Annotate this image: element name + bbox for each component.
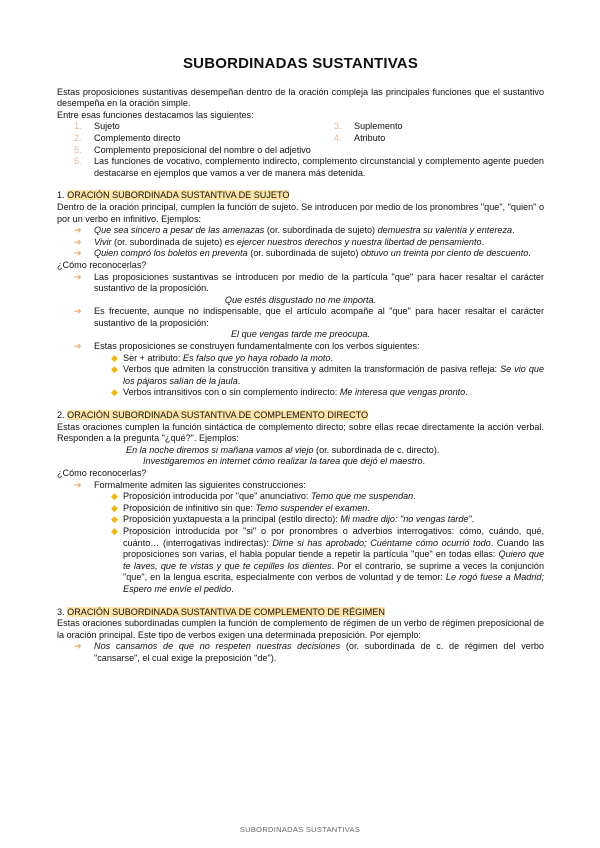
diamond-icon: ◆ [111, 491, 118, 502]
section-description: Estas oraciones cumplen la función sintáctica de complemento directo; sobre ellas recae directamente la acción verbal. Responden a la pregunta "¿qué?". Ejemplos: [57, 421, 544, 444]
arrow-icon: ➔ [74, 271, 82, 282]
sub-item: ◆ Verbos que admiten la construcción transitiva y admiten la transformación de pasiva refleja: Se vio que los pájaros salían de la jaula. [111, 364, 545, 386]
example-sentence: El que vengas tarde me preocupa. [230, 329, 371, 340]
rule-item: ➔ Formalmente admiten las siguientes construcciones: [74, 479, 306, 490]
diamond-icon: ◆ [111, 514, 118, 525]
example-item: ➔ Quien compró los boletos en preventa (or. subordinada de sujeto) obtuvo un treinta por ciento de descuento. [74, 248, 531, 259]
sub-item: ◆ Ser + atributo: Es falso que yo haya robado la moto. [111, 352, 334, 363]
example-item: ➔ Que sea sincero a pesar de las amenazas (or. subordinada de sujeto) demuestra su valentía y entereza. [74, 225, 515, 236]
diamond-icon: ◆ [111, 364, 118, 375]
list-item: 3. Suplemento [334, 121, 403, 132]
list-item: 1. Sujeto [74, 121, 120, 132]
section-heading-regimen: 3. ORACIÓN SUBORDINADA SUSTANTIVA DE COMPLEMENTO DE RÉGIMEN [57, 606, 385, 617]
diamond-icon: ◆ [111, 387, 118, 398]
example-sentence: En la noche diremos si mañana vamos al viejo (or. subordinada de c. directo). [126, 444, 440, 455]
list-item: 5. Complemento preposicional del nombre o del adjetivo [74, 144, 311, 155]
recognize-question: ¿Cómo reconocerlas? [57, 259, 147, 270]
arrow-icon: ➔ [74, 341, 82, 352]
diamond-icon: ◆ [111, 352, 118, 363]
example-sentence: Que estés disgustado no me importa. [224, 294, 377, 305]
diamond-icon: ◆ [111, 502, 118, 513]
list-item: 2. Complemento directo [74, 132, 181, 143]
section-heading-cd: 2. ORACIÓN SUBORDINADA SUSTANTIVA DE COMPLEMENTO DIRECTO [57, 410, 369, 421]
arrow-icon: ➔ [74, 236, 82, 247]
sub-item: ◆ Proposición introducida por "que" anunciativo: Temo que me suspendan. [111, 491, 416, 502]
arrow-icon: ➔ [74, 248, 82, 259]
arrow-icon: ➔ [74, 479, 82, 490]
page-footer: SUBORDINADAS SUSTANTIVAS [239, 825, 361, 834]
sub-item: ◆ Proposición yuxtapuesta a la principal (estilo directo): Mi madre dijo: "no vengas tarde". [111, 514, 475, 525]
document-page [57, 55, 545, 665]
sub-item: ◆ Verbos intransitivos con o sin complemento indirecto: Me interesa que vengas pronto. [111, 387, 468, 398]
sub-item: ◆ Proposición de infinitivo sin que: Temo suspender el examen. [111, 502, 370, 513]
list-item: 4. Atributo [334, 132, 386, 143]
function-list [74, 121, 544, 144]
example-item: ➔ Nos cansamos de que no respeten nuestras decisiones (or. subordinada de c. de régimen del verbo "cansarse", el cual exige la preposición "de"). [74, 641, 544, 663]
page-title: SUBORDINADAS SUSTANTIVAS [182, 55, 419, 72]
arrow-icon: ➔ [74, 641, 82, 652]
intro-paragraph: Estas proposiciones sustantivas desempeñan dentro de la oración compleja las principales funciones que el sustantivo desempeña en la oración simple. [57, 86, 544, 109]
rule-item: ➔ Estas proposiciones se construyen fundamentalmente con los verbos siguientes: [74, 341, 420, 352]
rule-item: ➔ Las proposiciones sustantivas se introducen por medio de la partícula "que" para hacer resaltar el carácter sustantivo de la proposición. [74, 271, 544, 294]
section-heading-sujeto: 1. ORACIÓN SUBORDINADA SUSTANTIVA DE SUJETO [57, 190, 290, 201]
example-item: ➔ Vivir (or. subordinada de sujeto) es ejercer nuestros derechos y nuestra libertad de pensamiento. [74, 236, 485, 247]
arrow-icon: ➔ [74, 225, 82, 236]
example-sentence: Investigaremos en internet cómo realizar la tarea que dejó el maestro. [143, 456, 426, 467]
sub-item: ◆ Proposición introducida por "si" o por pronombres o adverbios interrogativos: cómo, cuándo, qué, cuánto… (interrogativas indirectas): Dime si has aprobado; Cuéntame cómo ocurrió todo. Cuando las proposiciones son varias, el habla popular tiende a repetir la partícula "que" en todas ellas: Quiero que te laves, que te vistas y que te cepilles los dientes. Por el contrario, se suprime a veces la conjunción "que", en la lengua escrita, especialmente con verbos de voluntad y de temor: Le rogó fuese a Madrid; Espero me envíe el pedido. [111, 525, 544, 594]
section-description: Dentro de la oración principal, cumplen la función de sujeto. Se introducen por medio de los pronombres "que", "quien" o por un verbo en infinitivo. Ejemplos: [57, 201, 544, 224]
section-description: Estas oraciones subordinadas cumplen la función de complemento de régimen de un verbo de régimen preposicional de la oración principal. Este tipo de verbos exigen una determinada preposición. Por ejemplo: [57, 618, 544, 640]
rule-item: ➔ Es frecuente, aunque no indispensable, que el artículo acompañe al "que" para hacer resaltar el carácter sustantivo de la proposición: [74, 306, 544, 328]
diamond-icon: ◆ [111, 525, 118, 536]
list-item: 6. Las funciones de vocativo, complemento indirecto, complemento circunstancial y complemento agente pueden destacarse en ejemplos que vamos a ver de manera más detenida. [74, 156, 544, 178]
arrow-icon: ➔ [74, 306, 82, 317]
recognize-question: ¿Cómo reconocerlas? [57, 468, 147, 478]
intro-lead: Entre esas funciones destacamos las siguientes: [57, 109, 254, 120]
